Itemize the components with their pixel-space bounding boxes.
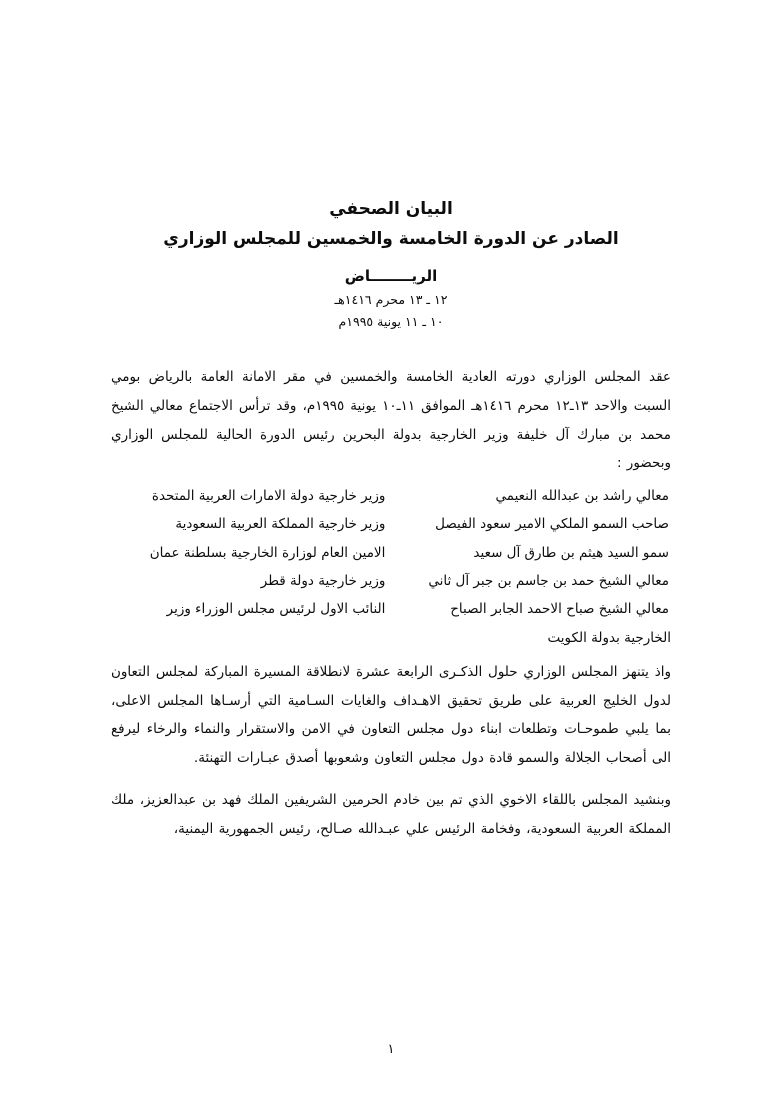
document-place: الريــــــــاض (344, 267, 438, 286)
attendee-name: معالي الشيخ حمد بن جاسم بن جبر آل ثاني (428, 572, 669, 589)
attendee-title: وزير خارجية المملكة العربية السعودية (175, 516, 386, 533)
attendee-name: معالي الشيخ صباح الاحمد الجابر الصباح (450, 601, 669, 618)
document-subtitle: الصادر عن الدورة الخامسة والخمسين للمجلس الوزاري (163, 229, 619, 250)
document-title: البيان الصحفي (329, 199, 453, 219)
body-paragraph-1: واذ يتنهز المجلس الوزاري حلول الذكـرى الرابعة عشرة لانطلاقة المسيرة المباركة لمجلس التعاون لدول الخليج العربية على طريق تحقيق الاهـداف والغايات السـامية التي أرسـاها المجلس الاعلى، بما يلبي طموحـات وتطلعات ابناء دول مجلس التعاون في الامن والاستقرار والنماء والرخاء ليرفع الى أصحاب الجلالة والسمو قادة دول مجلس التعاون وشعوبها أصدق عبـارات التهنئة. (111, 663, 671, 766)
attendee-row (111, 567, 671, 595)
attendee-name: معالي راشد بن عبدالله النعيمي (495, 487, 669, 504)
attendee-row (111, 595, 671, 623)
document-date-gregorian: ١٠ ـ ١١ يونية ١٩٩٥م (338, 314, 444, 330)
paragraph-spacer (111, 776, 671, 786)
document-body (111, 363, 671, 843)
body-paragraph-2: وبنشيد المجلس باللقاء الاخوي الذي تم بين خادم الحرمين الشريفين الملك فهد بن عبدالعزيز، ملك المملكة العربية السعودية، وفخامة الرئيس علي عبـدالله صـالح، رئيس الجمهورية اليمنية، (111, 792, 671, 838)
attendee-title: وزير خارجية دولة الامارات العربية المتحدة (151, 487, 386, 504)
document-date-hijri: ١٢ ـ ١٣ محرم ١٤١٦هـ (334, 292, 448, 308)
opening-paragraph: عقد المجلس الوزاري دورته العادية الخامسة والخمسين في مقر الامانة العامة بالرياض بومي السبت والاحد ١٣ـ١٢ محرم ١٤١٦هـ الموافق ١١ـ١٠ يونية ١٩٩٥م، وقد ترأس الاجتماع معالي الشيخ محمد بن مبارك آل خليفة وزير الخارجية بدولة البحرين رئيس الدورة الحالية للمجلس الوزاري وبحضور : (111, 369, 671, 472)
attendee-title: النائب الاول لرئيس مجلس الوزراء وزير (166, 601, 386, 618)
attendee-title: وزير خارجية دولة قطر (260, 572, 386, 589)
attendee-title-continuation: الخارجية بدولة الكويت (547, 629, 671, 646)
attendee-row (111, 539, 671, 567)
attendee-row (111, 510, 671, 538)
attendee-row (111, 482, 671, 510)
page-number: ١ (387, 1042, 395, 1057)
attendee-name: صاحب السمو الملكي الامير سعود الفيصل (435, 516, 669, 533)
attendee-title: الامين العام لوزارة الخارجية بسلطنة عمان (149, 544, 386, 561)
attendee-name: سمو السيد هيثم بن طارق آل سعيد (473, 544, 669, 561)
attendees-list (111, 482, 671, 652)
document-header (0, 196, 782, 329)
